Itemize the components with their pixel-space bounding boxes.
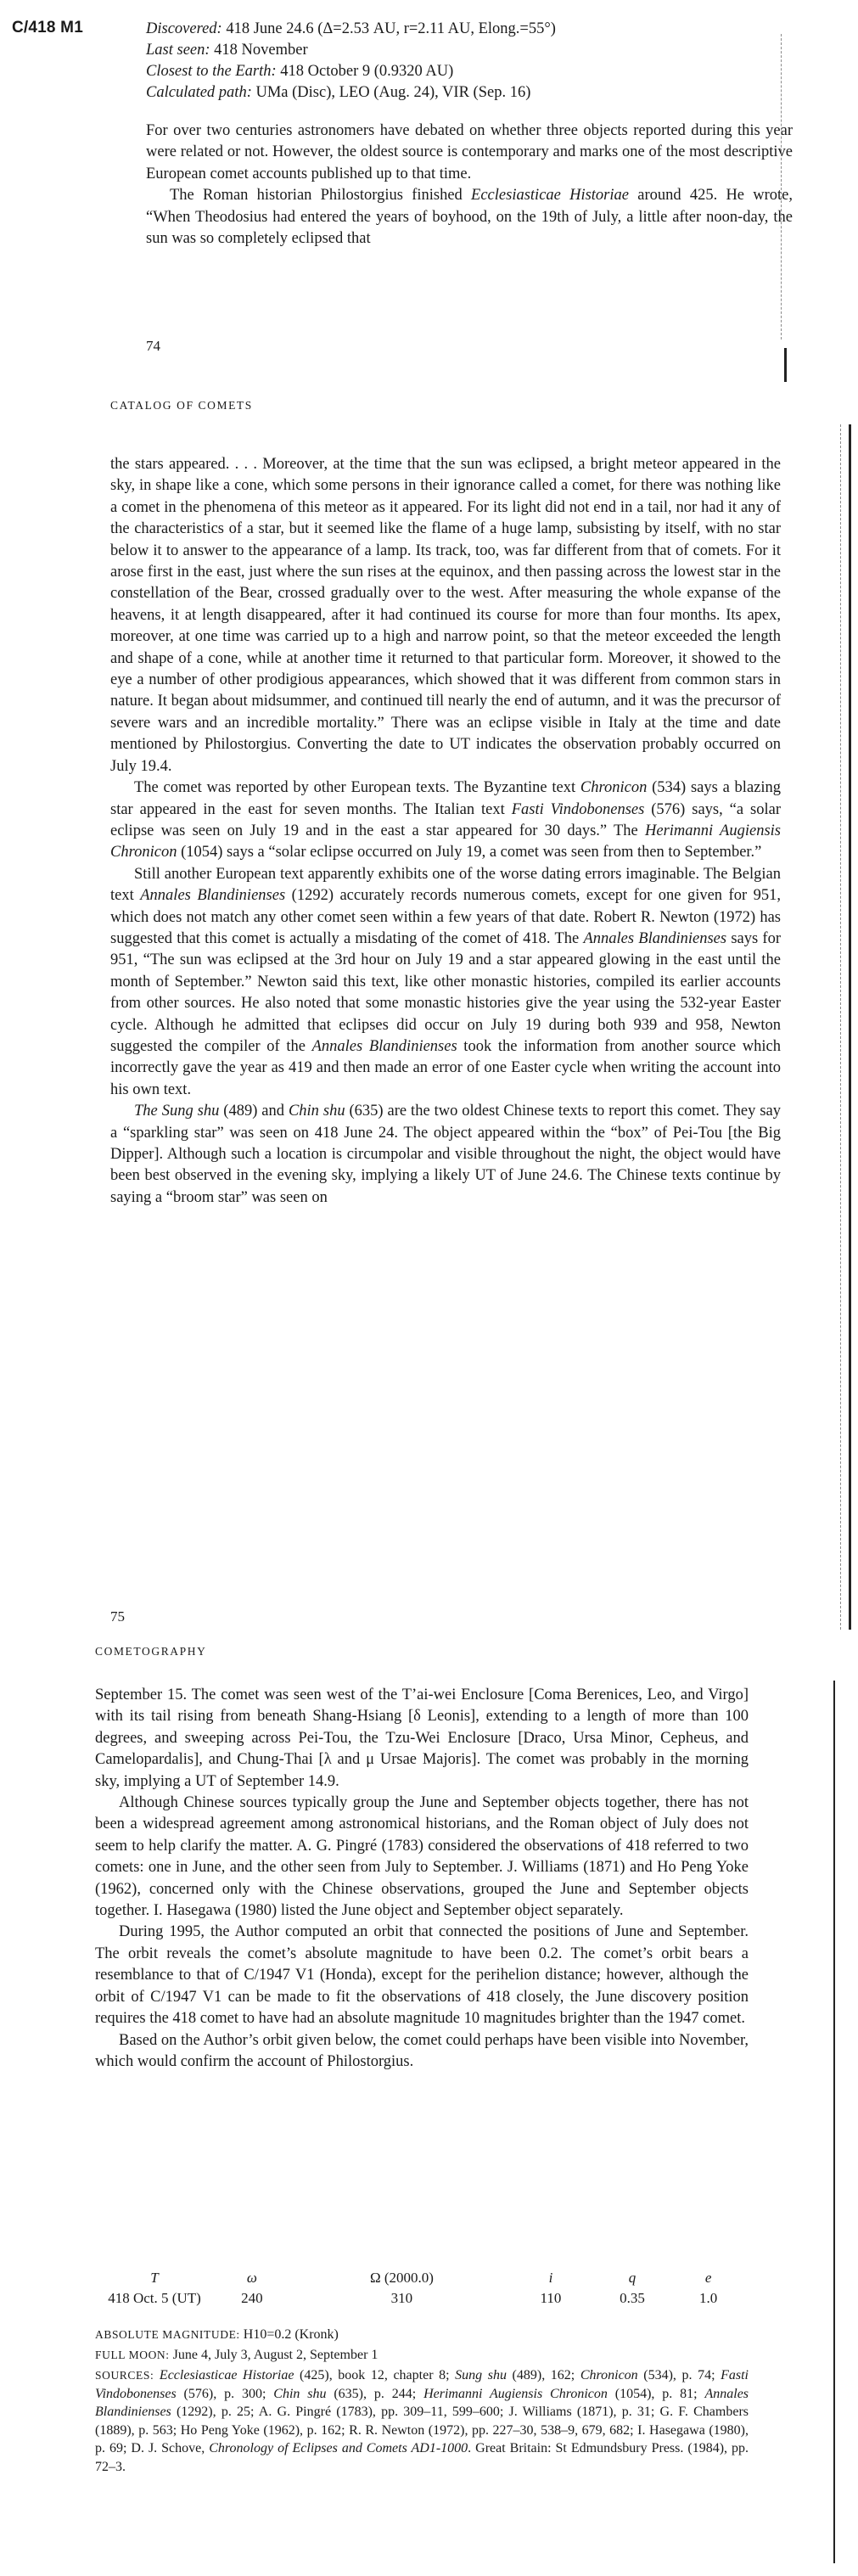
orbit-header: T [150,2270,159,2286]
page3-body [95,1685,749,2073]
edge-bar [849,424,851,1630]
orbit-value: 0.35 [620,2290,645,2306]
page2-body [110,454,781,1209]
sources-note: SOURCES: Ecclesiasticae Historiae (425), book 12, chapter 8; Sung shu (489), 162; Chronicon (534), p. 74; Fasti Vindobonenses (576), p. 300; Chin shu (635), p. 244; Herimanni Augiensis Chronicon (1054), p. 81; Annales Blandinienses (1292), p. 25; A. G. Pingré (1783), pp. 309–11, 599–600; J. Williams (1871), p. 31; G. F. Chambers (1889), p. 563; Ho Peng Yoke (1962), p. 162; R. R. Newton (1972), pp. 227–30, 538–9, 679, 682; I. Hasegawa (1980), p. 69; D. J. Schove, Chronology of Eclipses and Comets AD1-1000. Great Britain: St Edmundsbury Press. (1984), pp. 72–3. [95,2368,749,2474]
orbit-value: 1.0 [699,2290,718,2306]
paragraph: the stars appeared. . . . Moreover, at the time that the sun was eclipsed, a bright meteor appeared in the sky, in shape like a cone, which some persons in their ignorance called a comet, for there was nothing like a comet in the phenomena of this meteor as it appeared. For its light did not end in a tail, nor had it any of the characteristics of a star, but it seemed like the flame of a huge lamp, subsisting by itself, with no star below it to answer to the appearance of a lamp. Its track, too, was far different from that of comets. For it arose first in the east, just where the sun rises at the equinox, and then passing across the lowest star in the constellation of the Bear, crossed gradually over to the west. After measuring the whole expanse of the heavens, it at length disappeared, after it had continued its course for more than four months. Its apex, moreover, at one time was carried up to a high and narrow point, so that the meteor exceeded the length and shape of a cone, while at another time it returned to that particular form. Moreover, it showed to the eye a number of other prodigious appearances, which showed that it was different from common stars in nature. It began about midsummer, and continued till nearly the end of autumn, and it was the precursor of severe wars and an incredible mortality.” There was an eclipse visible in Italy at the time and date mentioned by Philostorgius. Converting the date to UT indicates the observation probably occurred on July 19.4. [110,456,781,775]
paragraph: During 1995, the Author computed an orbit that connected the positions of June and September. The orbit reveals the comet’s absolute magnitude to have been 0.2. The comet’s orbit bears a resemblance to that of C/1947 V1 (Honda), except for the perihelion distance; however, although the orbit of C/1947 V1 can be made to fit the observations of 418 closely, the June discovery position requires the 418 comet to have had an absolute magnitude 10 magnitudes brighter than the 1947 comet. [95,1923,749,2028]
running-head: COMETOGRAPHY [95,1645,207,1658]
orbit-header: e [704,2270,712,2286]
comet-designation: C/418 M1 [12,19,83,36]
paragraph: For over two centuries astronomers have debated on whether three objects reported during this year were related or not. However, the oldest source is contemporary and marks one of the most descriptive European comet accounts published up to that time. [146,122,793,182]
paragraph: The Roman historian Philostorgius finished Ecclesiasticae Historiae around 425. He wrote, “When Theodosius had entered the years of boyhood, on the 19th of July, a little after noon-day, the sun was so completely eclipsed that [146,187,793,248]
orbit-value: 110 [540,2290,562,2306]
edge-mark [784,348,787,382]
page-edge-dashes [781,34,782,340]
paragraph: Still another European text apparently exhibits one of the worse dating errors imaginable. The Belgian text Annales Blandinienses (1292) accurately records numerous comets, except for one given for 951, which does not match any other comet seen within a few years of that date. Robert R. Newton (1972) has suggested that this comet is actually a misdating of the comet of 418. The Annales Blandinienses says for 951, “The sun was eclipsed at the 3rd hour on July 19 and a star appeared glowing in the east until the month of September.” Newton said this text, like other monastic histories, compiled its earlier accounts from other sources. He also noted that some monastic histories give the year using the 532-year Easter cycle. Although he admitted that eclipses did occur on July 19 during both 939 and 958, Newton suggested the compiler of the Annales Blandinienses took the information from another source which incorrectly gave the year as 419 and then made an error of one Easter cycle when writing the account into his own text. [110,865,781,1098]
orbit-value: 310 [390,2290,413,2306]
entry-metadata [146,19,791,104]
paragraph: The comet was reported by other European texts. The Byzantine text Chronicon (534) says a blazing star appeared in the east for seven months. The Italian text Fasti Vindobonenses (576) says, “a solar eclipse was seen on July 19 and in the east a star appeared for 30 days.” The Herimanni Augiensis Chronicon (1054) says a “solar eclipse occurred on July 19, a comet was seen from then to September.” [110,779,782,861]
paragraph: Although Chinese sources typically group the June and September objects together, there has not been a widespread agreement among astronomical historians, and the Roman object of July does not seem to help clarify the matter. A. G. Pingré (1783) considered the observations of 418 referred to two comets: one in June, and the other seen from July to September. J. Williams (1871) and Ho Peng Yoke (1962), concerned only with the Chinese observations, grouped the June and September objects together. I. Hasegawa (1980) listed the June object and September object separately. [95,1794,749,1920]
last-seen-line: Last seen: 418 November [146,42,308,59]
page1-body [146,121,793,250]
calculated-path-line: Calculated path: UMa (Disc), LEO (Aug. 24), VIR (Sep. 16) [146,84,531,101]
discovered-line: Discovered: 418 June 24.6 (Δ=2.53 AU, r=2.11 AU, Elong.=55°) [146,20,556,37]
orbit-header: Ω (2000.0) [369,2270,434,2286]
orbit-value: 240 [241,2290,263,2306]
page-number: 75 [110,1608,125,1625]
orbit-value-row [95,2288,740,2309]
running-head: CATALOG OF COMETS [110,399,253,412]
orbit-header: q [628,2270,636,2286]
paragraph: Based on the Author’s orbit given below, the comet could perhaps have been visible into November, which would confirm the account of Philostorgius. [95,2031,749,2070]
paragraph: The Sung shu (489) and Chin shu (635) are the two oldest Chinese texts to report this comet. They say a “sparkling star” was seen on 418 June 24. The object appeared within the “box” of Pei-Tou [the Big Dipper]. Although such a location is circumpolar and visible throughout the night, the object would have been best observed in the evening sky, implying a likely UT of June 24.6. The Chinese texts continue by saying a “broom star” was seen on [110,1103,781,1206]
orbital-elements-table [95,2268,740,2309]
orbit-header-row [95,2268,740,2288]
orbit-header: i [548,2270,553,2286]
absolute-magnitude-note: ABSOLUTE MAGNITUDE: H10=0.2 (Kronk) [95,2327,339,2342]
orbit-header: ω [246,2270,257,2286]
page-edge-dashes [840,424,842,1630]
edge-bar [833,1681,835,2563]
full-moon-note: FULL MOON: June 4, July 3, August 2, September 1 [95,2348,379,2362]
closest-line: Closest to the Earth: 418 October 9 (0.9320 AU) [146,63,454,80]
page-number: 74 [146,338,160,354]
orbit-value: 418 Oct. 5 (UT) [108,2290,201,2306]
paragraph: September 15. The comet was seen west of the T’ai-wei Enclosure [Coma Berenices, Leo, and Virgo] with its tail rising from beneath Shang-Hsiang [δ Leonis], extending to a length of more than 100 degrees, and sweeping across Pei-Tou, the Tzu-Wei Enclosure [Draco, Ursa Minor, Cepheus, and Camelopardalis], and Chung-Thai [λ and μ Ursae Majoris]. The comet was probably in the morning sky, implying a UT of September 14.9. [95,1686,749,1790]
